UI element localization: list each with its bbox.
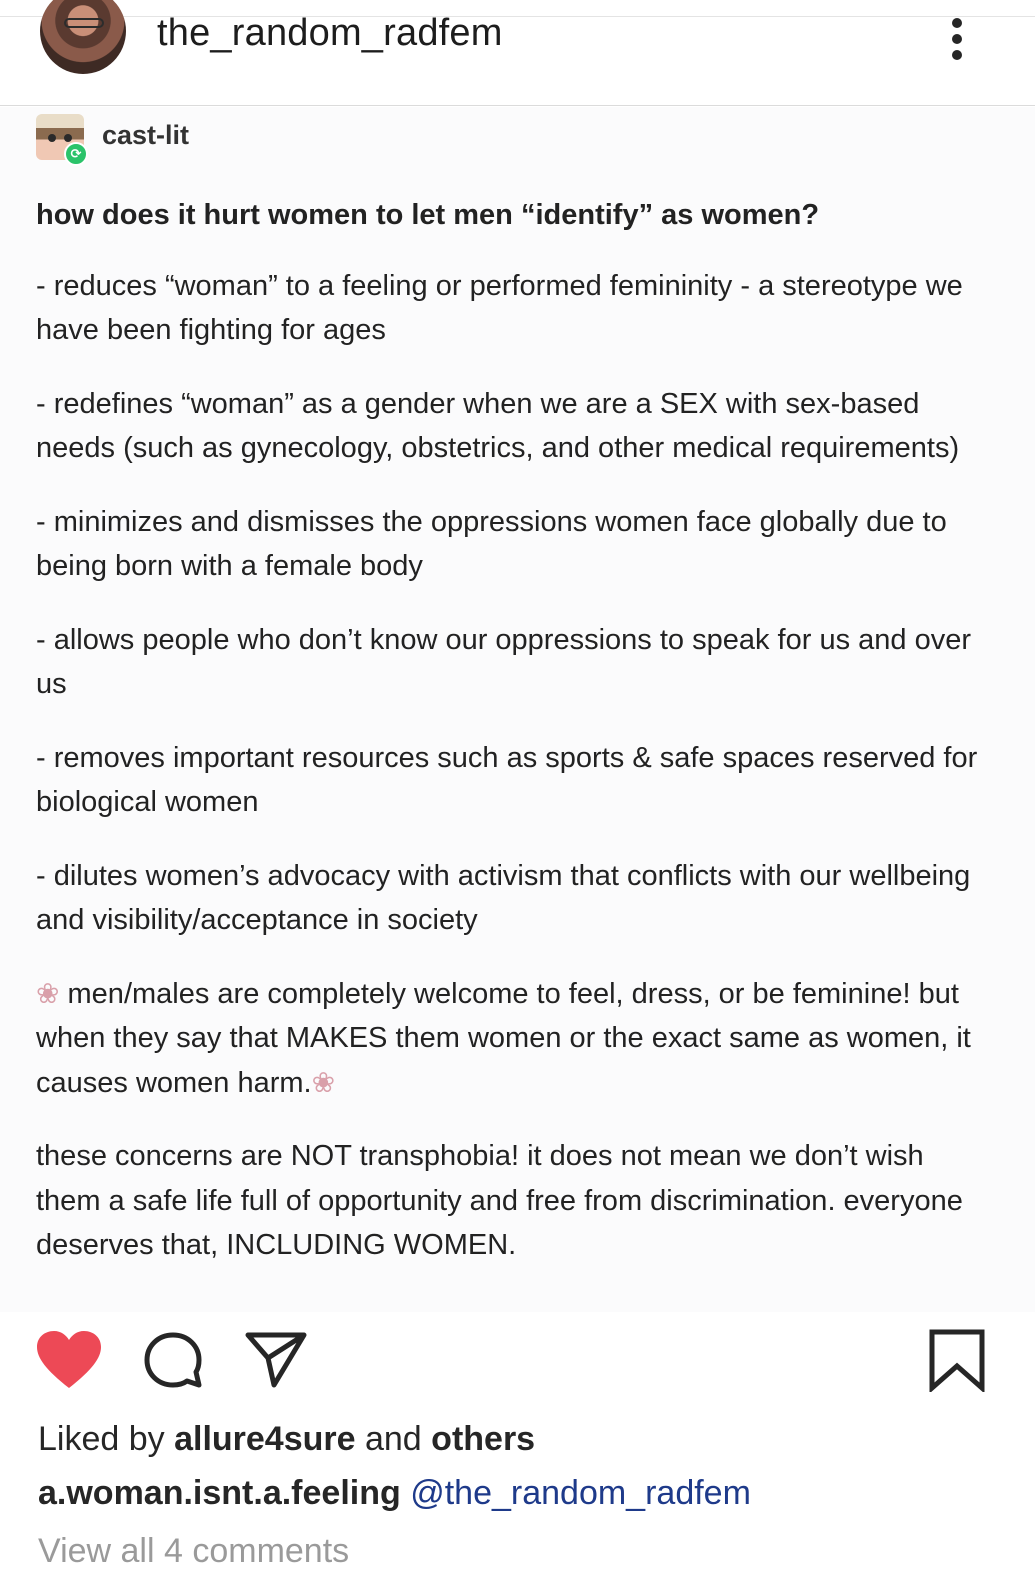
flower-icon: ❀ bbox=[311, 1066, 336, 1098]
caption-username[interactable]: a.woman.isnt.a.feeling bbox=[38, 1474, 401, 1512]
post-author-username[interactable]: the_random_radfem bbox=[157, 12, 503, 54]
source-blog-name: cast-lit bbox=[102, 120, 190, 150]
post-point: - minimizes and dismisses the oppressions women face globally due to being born with a female body bbox=[36, 505, 947, 582]
avatar[interactable] bbox=[40, 0, 126, 74]
post-point: - redefines “woman” as a gender when we are a SEX with sex-based needs (such as gynecology, obstetrics, and other medical requirements) bbox=[36, 387, 960, 464]
share-icon[interactable] bbox=[244, 1330, 308, 1388]
post-closing: these concerns are NOT transphobia! it does not mean we don’t wish them a safe life full of opportunity and free from discrimination. everyone deserves that, INCLUDING WOMEN. bbox=[36, 1140, 963, 1261]
post-point: - allows people who don’t know our oppressions to speak for us and over us bbox=[36, 623, 971, 700]
post-question: how does it hurt women to let men “identify” as women? bbox=[36, 199, 820, 231]
post-point: - removes important resources such as sports & safe spaces reserved for biological women bbox=[36, 741, 978, 818]
likes-middle: and bbox=[355, 1420, 432, 1458]
view-all-comments-link[interactable]: View all 4 comments bbox=[38, 1532, 350, 1570]
bookmark-icon[interactable] bbox=[928, 1328, 986, 1392]
heart-icon[interactable] bbox=[36, 1330, 102, 1390]
action-bar bbox=[0, 1320, 1035, 1400]
caption-mention[interactable]: @the_random_radfem bbox=[410, 1474, 751, 1512]
liked-by-user[interactable]: allure4sure bbox=[174, 1420, 356, 1458]
post-point: - dilutes women’s advocacy with activism that conflicts with our wellbeing and visibility/acceptance in society bbox=[36, 859, 971, 936]
more-vertical-icon[interactable] bbox=[946, 18, 968, 62]
flower-icon: ❀ bbox=[36, 977, 60, 1009]
caption bbox=[38, 1474, 751, 1513]
reblog-icon: ⟳ bbox=[64, 142, 88, 166]
post-header bbox=[0, 0, 1035, 106]
liked-by-others[interactable]: others bbox=[431, 1420, 536, 1458]
likes-prefix: Liked by bbox=[38, 1420, 175, 1458]
flower-note-text: men/males are completely welcome to feel, dress, or be feminine! but when they say that MAKES them women or the exact same as women, it causes women harm. bbox=[36, 977, 971, 1099]
post-point: - reduces “woman” to a feeling or performed femininity - a stereotype we have been fighting for ages bbox=[36, 269, 963, 346]
comment-icon[interactable] bbox=[142, 1330, 204, 1390]
likes-line bbox=[38, 1420, 535, 1459]
post-flower-note bbox=[36, 972, 996, 1106]
post-text bbox=[36, 193, 996, 1297]
